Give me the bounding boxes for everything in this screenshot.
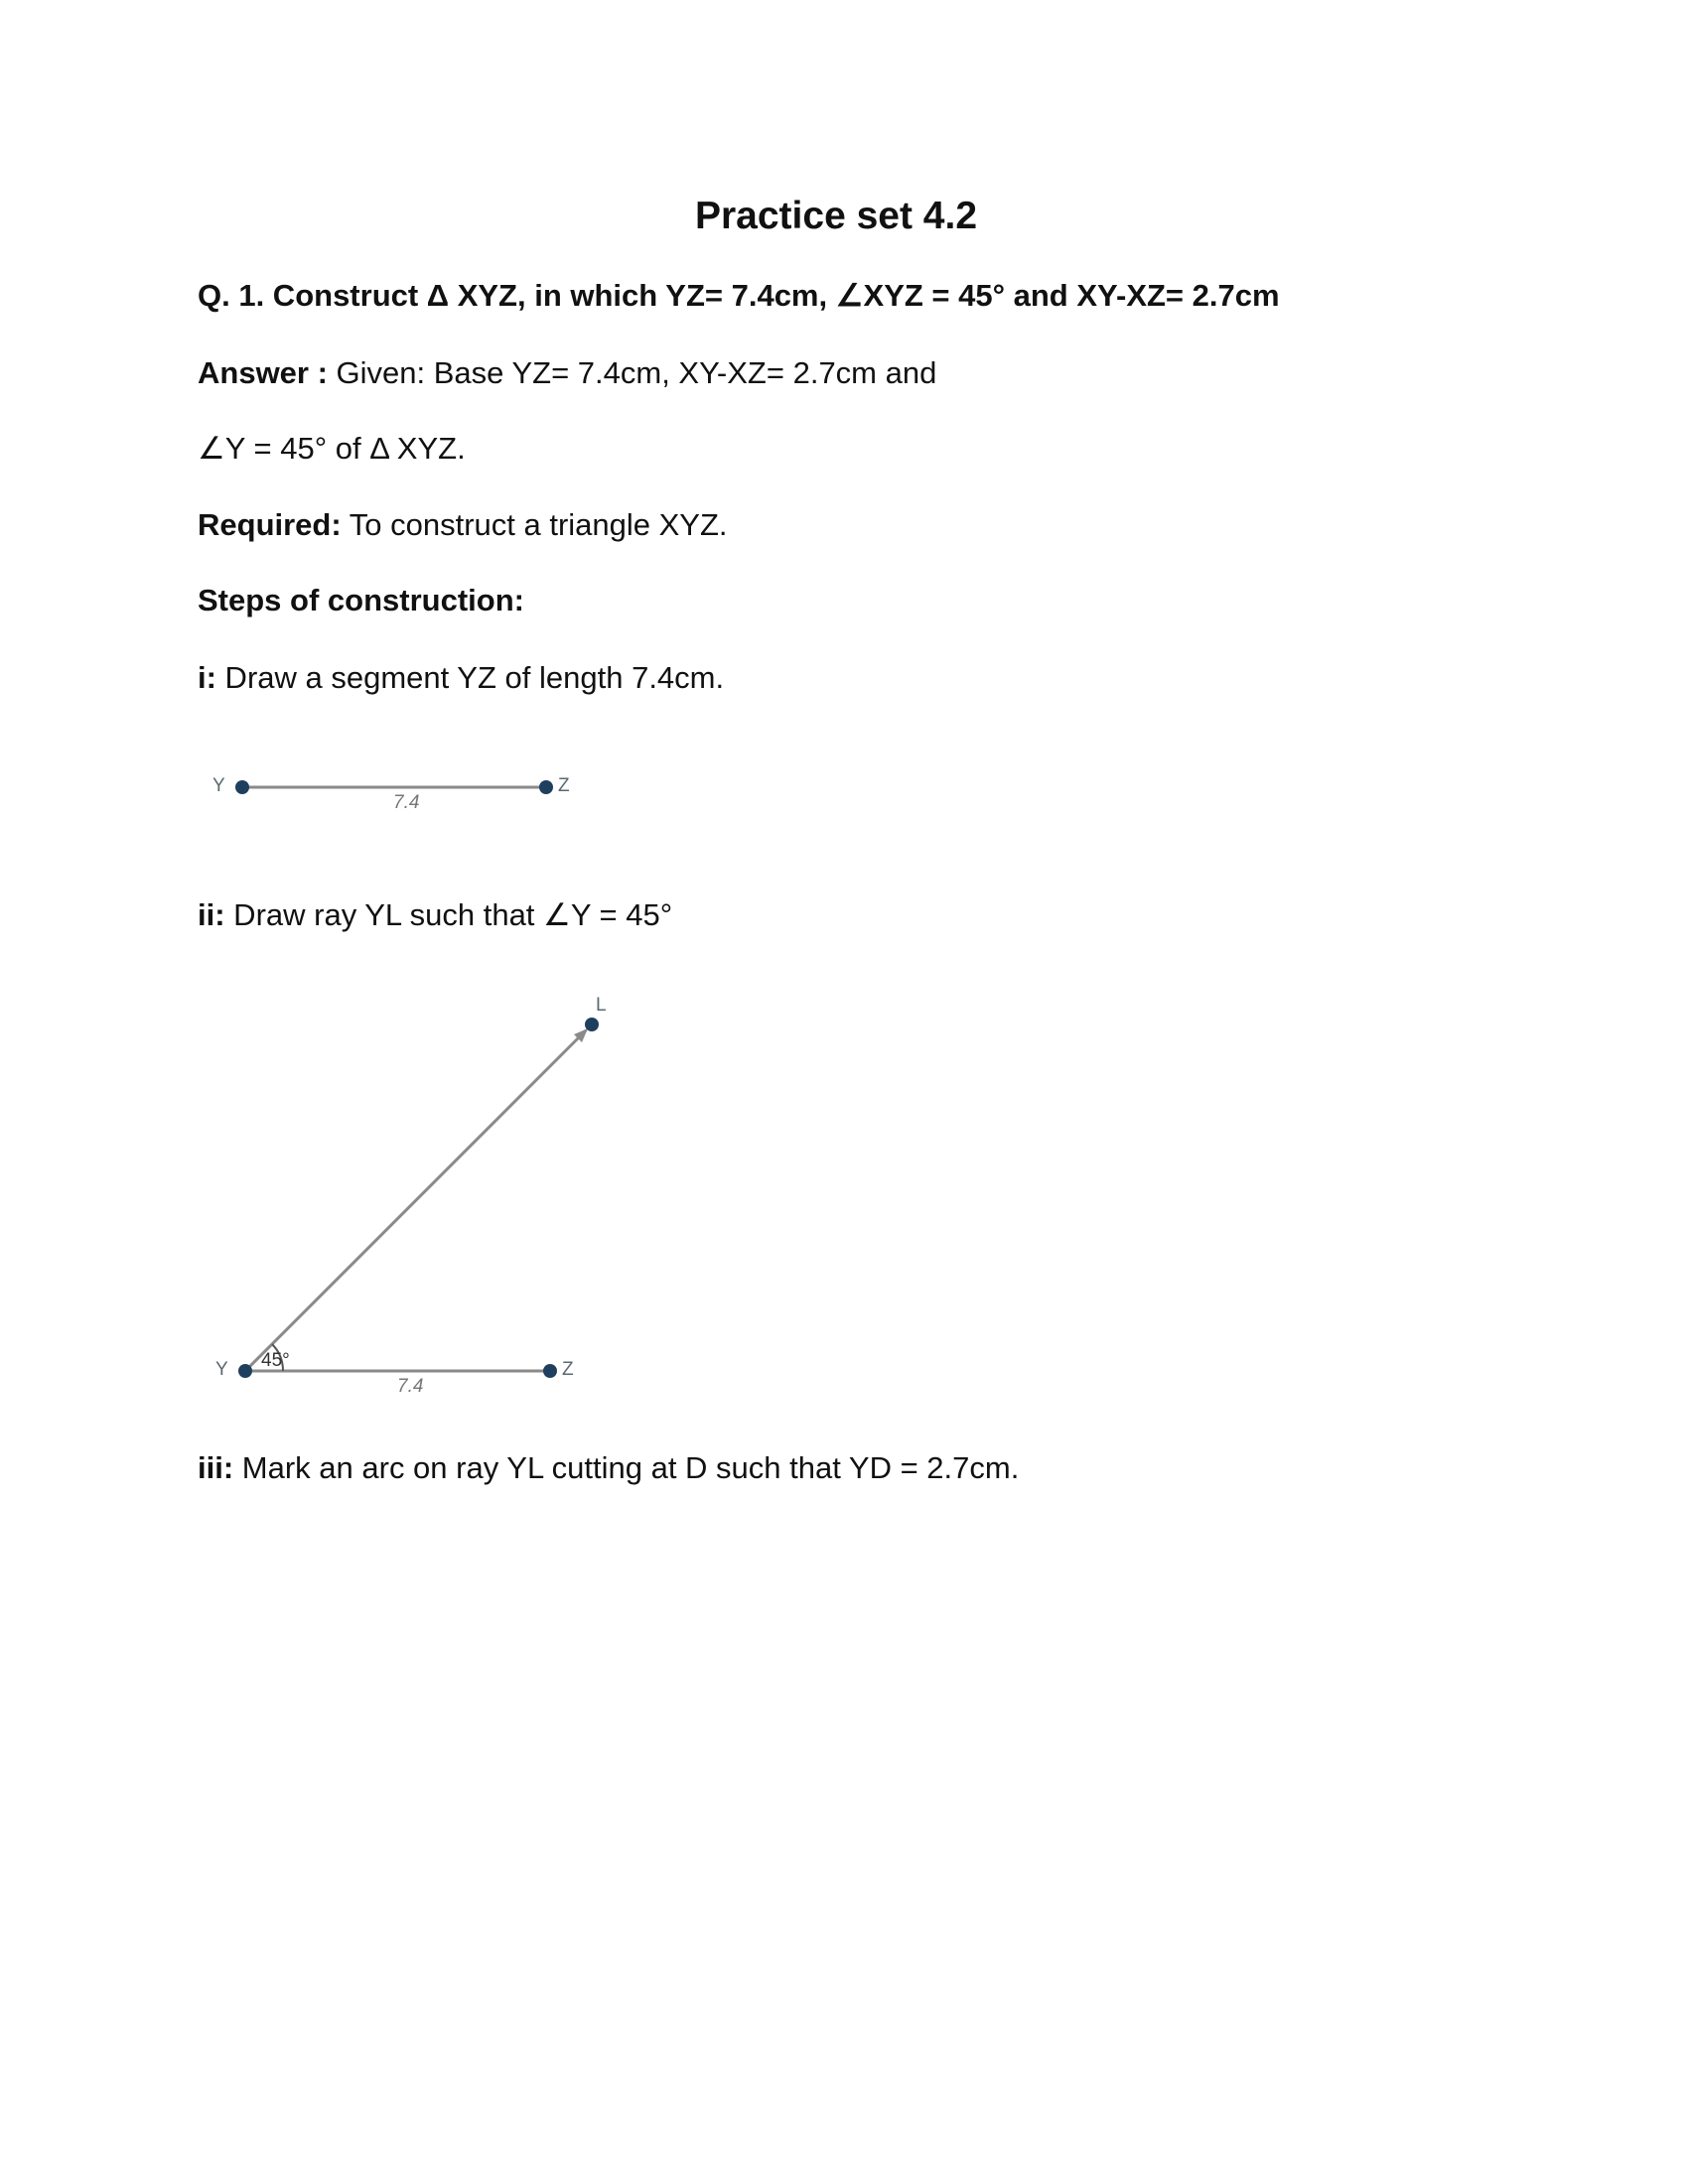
label-y: Y: [215, 1359, 228, 1380]
step-3-label: iii:: [198, 1450, 234, 1485]
step-1-text: Draw a segment YZ of length 7.4cm.: [215, 660, 725, 695]
point-z: [543, 1364, 557, 1378]
point-l: [585, 1018, 599, 1031]
figure-segment-yz: [212, 775, 570, 813]
label-z: Z: [558, 775, 570, 796]
label-length: 7.4: [397, 1376, 424, 1397]
label-z: Z: [562, 1359, 574, 1380]
required-label: Required:: [198, 507, 342, 542]
step-1-label: i:: [198, 660, 216, 695]
step-2-label: ii:: [198, 897, 225, 932]
point-z: [539, 780, 553, 794]
answer-given-text: Given: Base YZ= 7.4cm, XY-XZ= 2.7cm and: [327, 355, 937, 390]
label-angle: 45°: [261, 1350, 290, 1371]
answer-given-cont: ∠Y = 45° of Δ XYZ.: [198, 431, 466, 466]
label-l: L: [596, 995, 607, 1016]
point-y: [238, 1364, 252, 1378]
steps-heading: Steps of construction:: [198, 583, 524, 617]
page-title: Practice set 4.2: [694, 195, 978, 237]
label-y: Y: [212, 775, 225, 796]
question-text: Q. 1. Construct Δ XYZ, in which YZ= 7.4cm, ∠XYZ = 45° and XY-XZ= 2.7cm: [198, 278, 1280, 313]
step-2: [198, 897, 672, 933]
point-y: [235, 780, 249, 794]
figure-ray-yl: [215, 995, 607, 1397]
required-text: To construct a triangle XYZ.: [341, 507, 728, 542]
step-3: [198, 1450, 1019, 1486]
step-2-text: Draw ray YL such that ∠Y = 45°: [224, 897, 673, 932]
step-3-text: Mark an arc on ray YL cutting at D such that YD = 2.7cm.: [233, 1450, 1020, 1485]
answer-label: Answer :: [198, 355, 328, 390]
label-length: 7.4: [393, 792, 420, 813]
